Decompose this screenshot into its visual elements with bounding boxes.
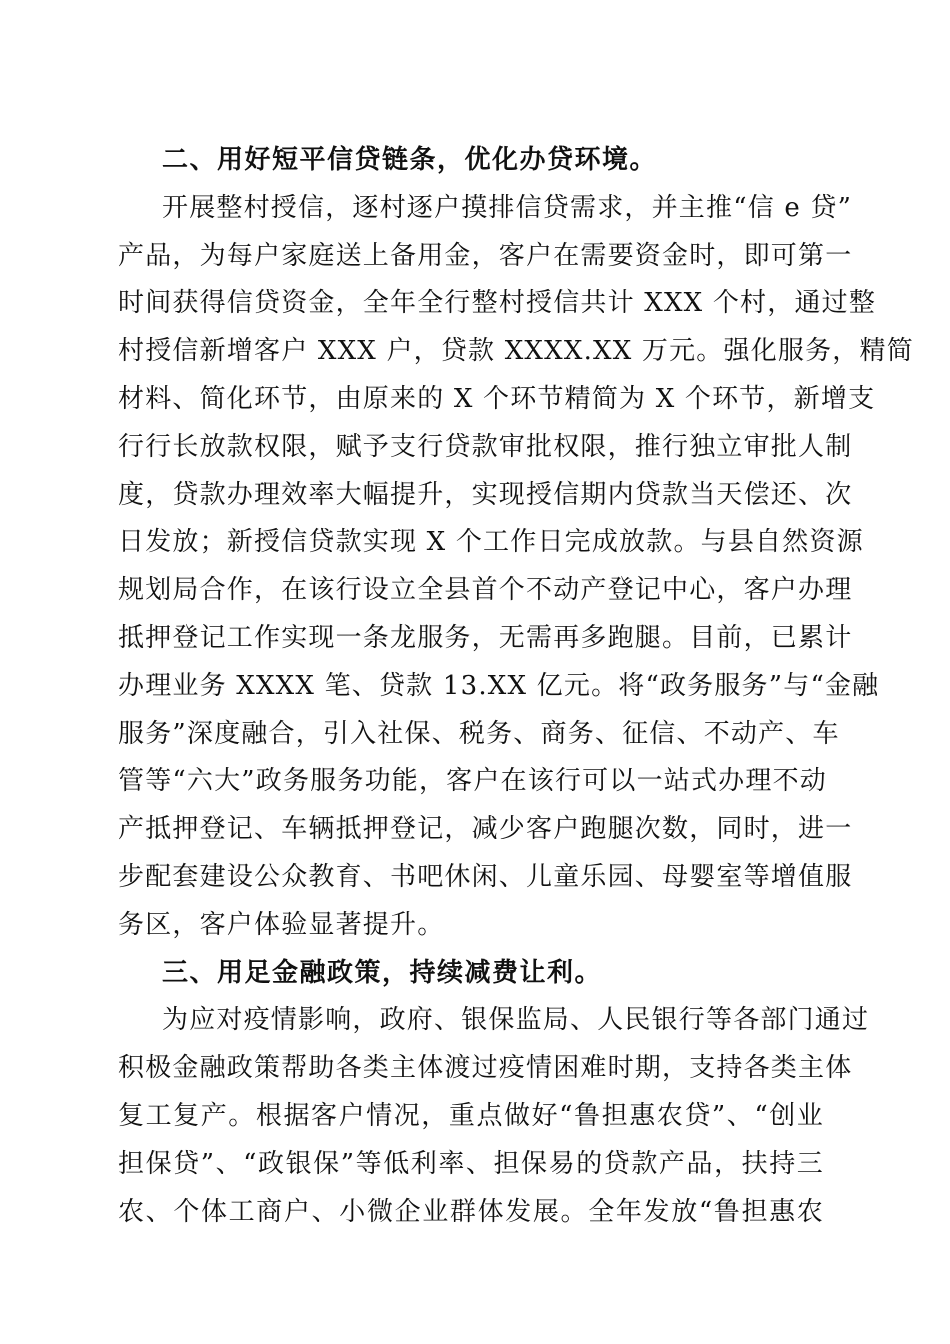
paragraph-line: 材料、简化环节，由原来的 X 个环节精简为 X 个环节，新增支 — [118, 383, 876, 414]
paragraph-line: 规划局合作，在该行设立全县首个不动产登记中心，客户办理 — [118, 575, 853, 606]
paragraph-line: 服务”深度融合，引入社保、税务、商务、征信、不动产、车 — [118, 718, 840, 749]
paragraph-line: 复工复产。根据客户情况，重点做好“鲁担惠农贷”、“创业 — [118, 1100, 824, 1131]
paragraph-line: 产抵押登记、车辆抵押登记，减少客户跑腿次数，同时，进一 — [118, 814, 853, 845]
paragraph-line: 度，贷款办理效率大幅提升，实现授信期内贷款当天偿还、次 — [118, 479, 853, 510]
paragraph-line: 管等“六大”政务服务功能，客户在该行可以一站式办理不动 — [118, 766, 827, 797]
section-2-paragraph — [118, 185, 914, 950]
paragraph-line: 行行长放款权限，赋予支行贷款审批权限，推行独立审批人制 — [118, 431, 853, 462]
paragraph-line: 日发放；新授信贷款实现 X 个工作日完成放款。与县自然资源 — [118, 527, 864, 558]
paragraph-line: 担保贷”、“政银保”等低利率、担保易的贷款产品，扶持三 — [118, 1148, 824, 1179]
paragraph-line: 务区，客户体验显著提升。 — [118, 909, 445, 940]
document-body — [118, 137, 914, 1236]
paragraph-line: 积极金融政策帮助各类主体渡过疫情困难时期，支持各类主体 — [118, 1053, 853, 1084]
section-3-paragraph — [118, 997, 870, 1236]
paragraph-line: 抵押登记工作实现一条龙服务，无需再多跑腿。目前，已累计 — [118, 622, 853, 653]
paragraph-line: 农、个体工商户、小微企业群体发展。全年发放“鲁担惠农 — [118, 1196, 824, 1227]
paragraph-line: 村授信新增客户 XXX 户，贷款 XXXX.XX 万元。强化服务，精简 — [118, 336, 914, 367]
paragraph-line: 开展整村授信，逐村逐户摸排信贷需求，并主推“信 e 贷” — [162, 192, 853, 223]
section-3-heading: 三、用足金融政策，持续减费让利。 — [162, 957, 603, 988]
section-2-heading: 二、用好短平信贷链条，优化办贷环境。 — [162, 145, 658, 175]
paragraph-line: 产品，为每户家庭送上备用金，客户在需要资金时，即可第一 — [118, 240, 853, 271]
paragraph-line: 时间获得信贷资金，全年全行整村授信共计 XXX 个村，通过整 — [118, 288, 877, 319]
paragraph-line: 为应对疫情影响，政府、银保监局、人民银行等各部门通过 — [162, 1005, 870, 1036]
paragraph-line: 步配套建设公众教育、书吧休闲、儿童乐园、母婴室等增值服 — [118, 861, 853, 892]
paragraph-line: 办理业务 XXXX 笔、贷款 13.XX 亿元。将“政务服务”与“金融 — [118, 670, 880, 701]
